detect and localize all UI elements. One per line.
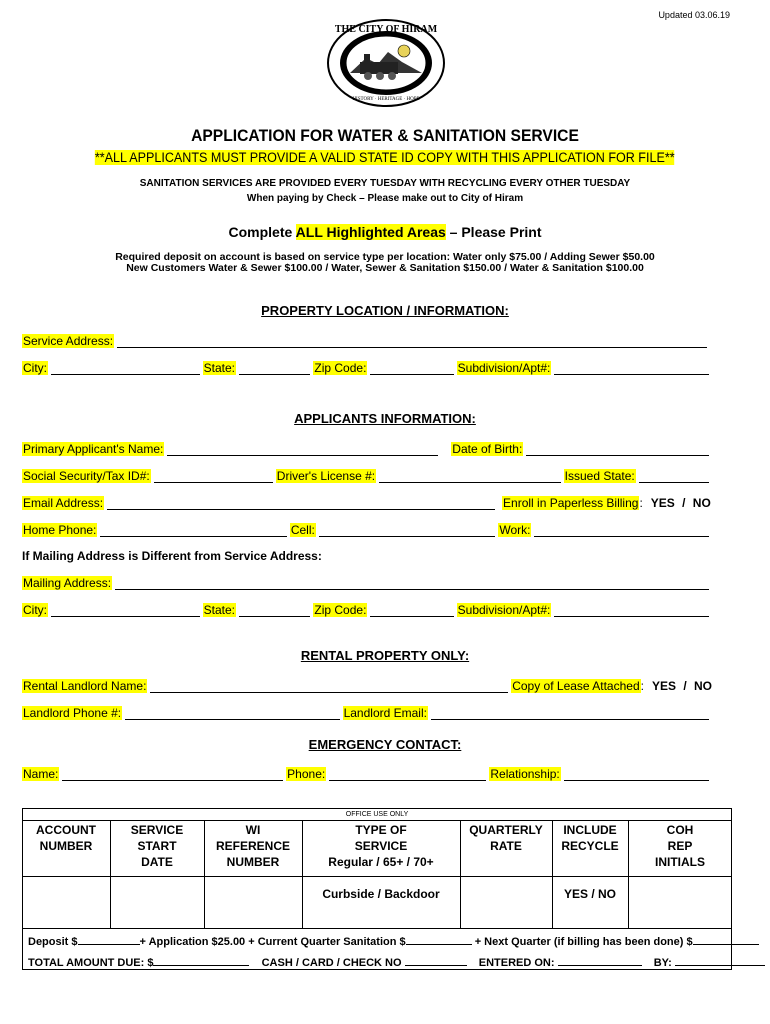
mailing-note: If Mailing Address is Different from Service Address: xyxy=(22,549,322,563)
dob-field[interactable] xyxy=(526,443,709,456)
primary-row xyxy=(22,440,712,456)
issued-state-field[interactable] xyxy=(639,470,709,483)
seal-top-text: THE CITY OF HIRAM xyxy=(334,24,438,35)
col-coh-rep-initials: COH REP INITIALS xyxy=(655,823,705,869)
sanitation-note: SANITATION SERVICES ARE PROVIDED EVERY TUESDAY WITH RECYCLING EVERY OTHER TUESDAY xyxy=(139,178,631,189)
service-address-row xyxy=(22,332,712,348)
ssn-row xyxy=(22,467,712,483)
issued-state-label: Issued State: xyxy=(564,469,635,483)
col-quarterly-rate: QUARTERLY RATE xyxy=(469,823,543,853)
rental-heading: RENTAL PROPERTY ONLY: xyxy=(300,648,470,663)
email-row xyxy=(22,494,712,510)
updated-date: Updated 03.06.19 xyxy=(658,10,730,20)
mailing-state-field[interactable] xyxy=(239,604,310,617)
deposit-line xyxy=(28,934,759,948)
property-heading: PROPERTY LOCATION / INFORMATION: xyxy=(261,303,509,318)
mailing-city-field[interactable] xyxy=(51,604,200,617)
check-no-field[interactable] xyxy=(405,955,467,966)
sanitation-field[interactable] xyxy=(406,934,472,945)
id-requirement: **ALL APPLICANTS MUST PROVIDE A VALID STATE ID COPY WITH THIS APPLICATION FOR FILE** xyxy=(95,150,675,165)
home-phone-label: Home Phone: xyxy=(23,523,97,537)
recycle-yes-no[interactable]: YES / NO xyxy=(563,887,616,901)
mailing-row xyxy=(22,574,712,590)
city-label: City: xyxy=(23,361,47,375)
relationship-label: Relationship: xyxy=(490,767,560,781)
service-address-field[interactable] xyxy=(117,335,707,348)
relationship-field[interactable] xyxy=(564,768,709,781)
email-field[interactable] xyxy=(107,497,495,510)
home-phone-field[interactable] xyxy=(100,524,286,537)
entered-on-field[interactable] xyxy=(558,955,642,966)
subdivision-label: Subdivision/Apt#: xyxy=(457,361,551,375)
col-service-start-date: SERVICE START DATE xyxy=(130,823,184,869)
complete-pre: Complete xyxy=(228,224,296,240)
landlord-phone-label: Landlord Phone #: xyxy=(23,706,122,720)
mailing-city-label: City: xyxy=(23,603,47,617)
payment-label: CASH / CARD / CHECK NO xyxy=(261,957,402,969)
deposit-line-2: New Customers Water & Sewer $100.00 / Water, Sewer & Sanitation $150.00 / Water & Sanitation $100.00 xyxy=(126,262,644,274)
next-quarter-label: + Next Quarter (if billing has been done) $ xyxy=(474,936,693,948)
complete-post: – Please Print xyxy=(445,224,542,240)
col-type-of-service: TYPE OF SERVICE Regular / 65+ / 70+ xyxy=(328,823,434,869)
landlord-email-field[interactable] xyxy=(431,707,709,720)
landlord-name-field[interactable] xyxy=(150,680,508,693)
deposit-line-1: Required deposit on account is based on service type per location: Water only $75.00 / Adding Sewer $50.00 xyxy=(115,251,655,263)
service-address-label: Service Address: xyxy=(23,334,114,348)
emergency-row xyxy=(22,765,712,781)
emergency-phone-label: Phone: xyxy=(287,767,326,781)
mailing-subdivision-label: Subdivision/Apt#: xyxy=(457,603,551,617)
state-field[interactable] xyxy=(239,362,310,375)
landlord-name-label: Rental Landlord Name: xyxy=(23,679,147,693)
state-label: State: xyxy=(203,361,236,375)
by-label: BY: xyxy=(653,957,672,969)
city-field[interactable] xyxy=(51,362,200,375)
cell-field[interactable] xyxy=(319,524,496,537)
total-field[interactable] xyxy=(153,955,249,966)
work-field[interactable] xyxy=(534,524,709,537)
paperless-label: Enroll in Paperless Billing xyxy=(503,496,639,510)
lease-colon: : xyxy=(640,679,644,693)
landlord-row xyxy=(22,677,712,693)
col-account-number: ACCOUNT NUMBER xyxy=(36,823,96,853)
mailing-city-row xyxy=(22,601,712,617)
seal-est-text: EST. 1891 xyxy=(374,38,398,44)
city-seal-logo xyxy=(326,18,446,108)
curbside-backdoor[interactable]: Curbside / Backdoor xyxy=(322,887,440,901)
landlord-contact-row xyxy=(22,704,712,720)
lease-yes-no[interactable]: YES / NO xyxy=(651,679,712,693)
mailing-address-label: Mailing Address: xyxy=(23,576,112,590)
email-label: Email Address: xyxy=(23,496,104,510)
col-include-recycle: INCLUDE RECYCLE xyxy=(561,823,619,853)
emergency-name-label: Name: xyxy=(23,767,59,781)
next-quarter-field[interactable] xyxy=(693,934,759,945)
license-field[interactable] xyxy=(379,470,561,483)
col-wi-reference: WI REFERENCE NUMBER xyxy=(215,823,290,869)
seal-motto: HISTORY · HERITAGE · HOPE xyxy=(352,97,420,102)
primary-applicant-label: Primary Applicant's Name: xyxy=(23,442,164,456)
by-field[interactable] xyxy=(675,955,765,966)
emergency-name-field[interactable] xyxy=(62,768,283,781)
total-line xyxy=(28,955,765,969)
form-title: APPLICATION FOR WATER & SANITATION SERVICE xyxy=(191,126,579,145)
mailing-zip-label: Zip Code: xyxy=(314,603,367,617)
zip-field[interactable] xyxy=(370,362,453,375)
zip-label: Zip Code: xyxy=(314,361,367,375)
ssn-field[interactable] xyxy=(154,470,273,483)
application-label: + Application $25.00 + Current Quarter Sanitation $ xyxy=(139,936,406,948)
dob-label: Date of Birth: xyxy=(452,442,523,456)
paperless-yes-no[interactable]: YES / NO xyxy=(650,496,711,510)
property-city-row xyxy=(22,359,712,375)
primary-applicant-field[interactable] xyxy=(167,443,438,456)
office-use-header: OFFICE USE ONLY xyxy=(22,808,732,821)
deposit-label: Deposit $ xyxy=(28,936,78,948)
complete-instruction xyxy=(0,224,770,240)
lease-label: Copy of Lease Attached xyxy=(512,679,640,693)
check-note: When paying by Check – Please make out to City of Hiram xyxy=(246,193,524,204)
cell-label: Cell: xyxy=(290,523,315,537)
mailing-subdivision-field[interactable] xyxy=(554,604,709,617)
mailing-zip-field[interactable] xyxy=(370,604,453,617)
subdivision-field[interactable] xyxy=(554,362,709,375)
mailing-state-label: State: xyxy=(203,603,236,617)
license-label: Driver's License #: xyxy=(276,469,376,483)
work-label: Work: xyxy=(499,523,531,537)
applicants-heading: APPLICANTS INFORMATION: xyxy=(294,411,476,426)
total-label: TOTAL AMOUNT DUE: $ xyxy=(28,957,154,969)
emergency-heading: EMERGENCY CONTACT: xyxy=(308,737,462,752)
landlord-phone-field[interactable] xyxy=(125,707,339,720)
deposit-field[interactable] xyxy=(78,934,140,945)
phone-row xyxy=(22,521,712,537)
entered-on-label: ENTERED ON: xyxy=(478,957,555,969)
landlord-email-label: Landlord Email: xyxy=(343,706,427,720)
mailing-address-field[interactable] xyxy=(115,577,709,590)
complete-highlight: ALL Highlighted Areas xyxy=(295,224,446,240)
paperless-colon: : xyxy=(639,496,643,510)
ssn-label: Social Security/Tax ID#: xyxy=(23,469,150,483)
emergency-phone-field[interactable] xyxy=(329,768,486,781)
